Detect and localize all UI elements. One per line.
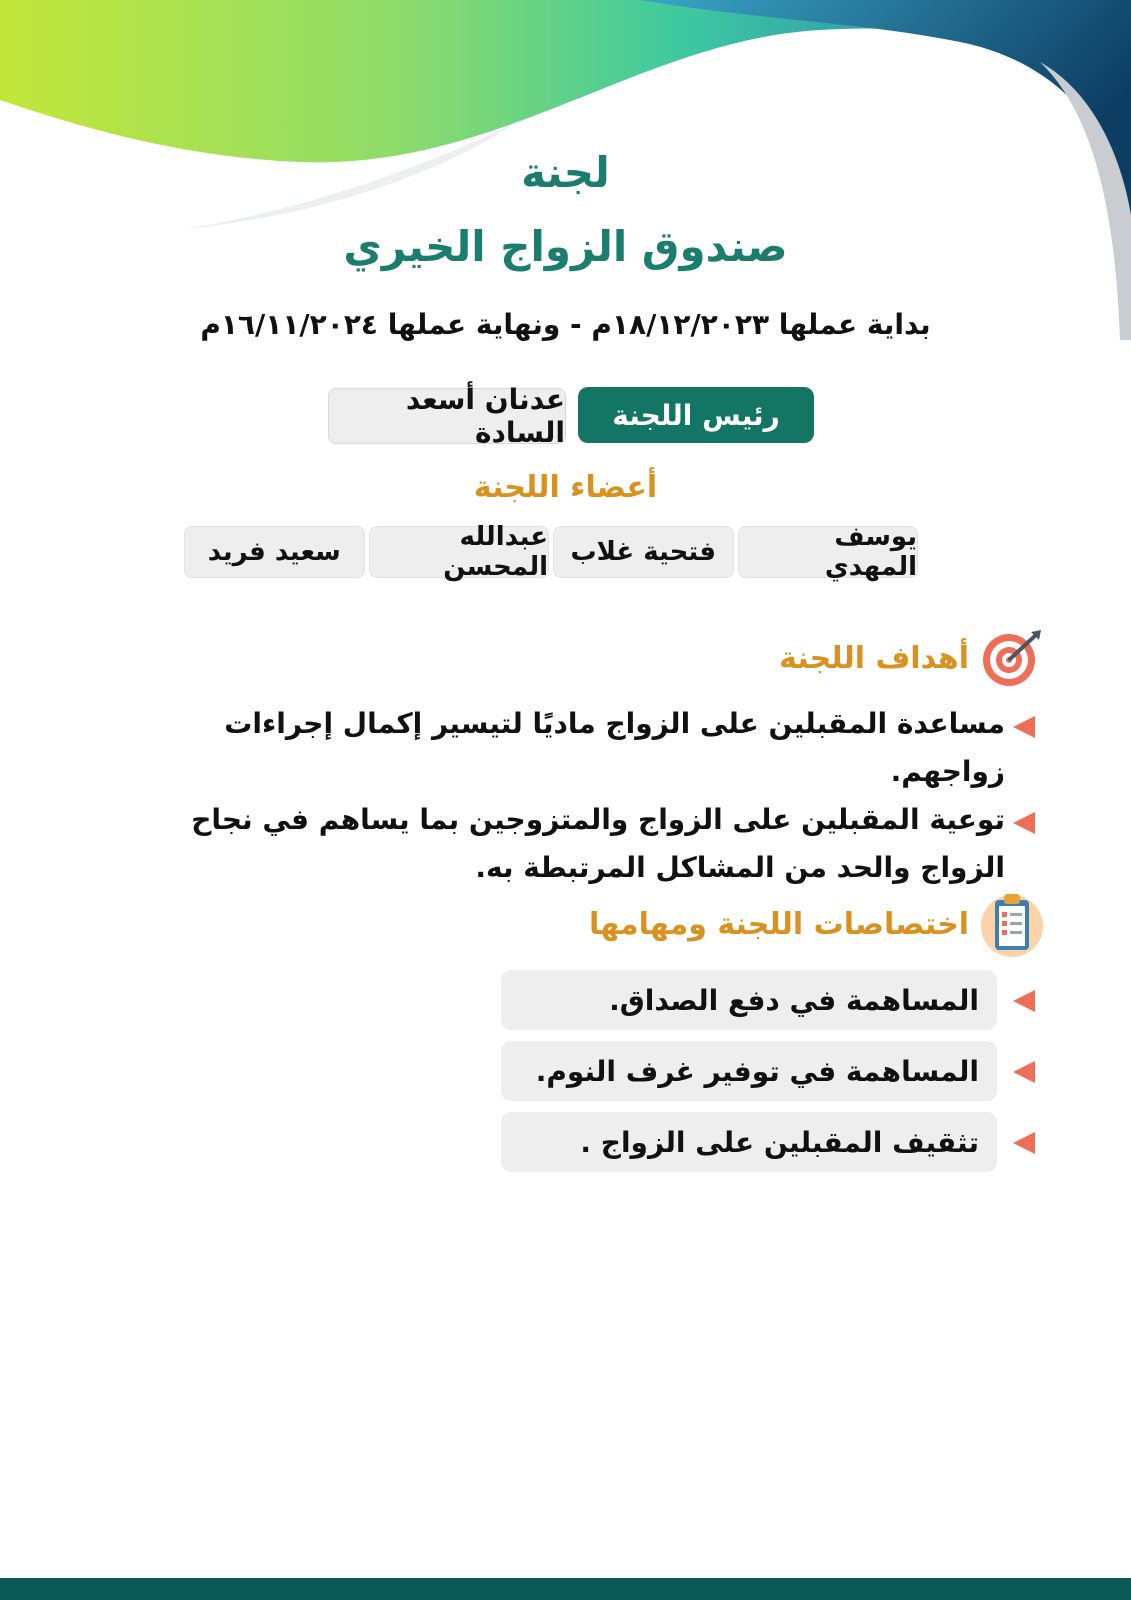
bullet-arrow-icon (1013, 1132, 1035, 1154)
task-item (495, 970, 1035, 1032)
task-text: المساهمة في توفير غرف النوم. (501, 1041, 997, 1101)
bullet-arrow-icon (1013, 990, 1035, 1012)
bullet-arrow-icon (1013, 812, 1035, 834)
goal-item (175, 796, 1035, 892)
goal-text: مساعدة المقبلين على الزواج ماديًا لتيسير إكمال إجراءات زواجهم. (224, 707, 1005, 788)
task-text: المساهمة في دفع الصداق. (501, 970, 997, 1030)
members-list (184, 522, 918, 582)
members-title: أعضاء اللجنة (473, 470, 658, 505)
tasks-list (495, 970, 1035, 1183)
member-name: فتحية غلاب (553, 526, 734, 578)
committee-name: صندوق الزواج الخيري (343, 222, 788, 271)
footer-bar (0, 1578, 1131, 1600)
goals-heading (779, 628, 1045, 688)
committee-label: لجنة (521, 148, 610, 197)
tasks-title: اختصاصات اللجنة ومهامها (588, 906, 969, 942)
task-text: تثقيف المقبلين على الزواج . (501, 1112, 997, 1172)
chair-label-badge: رئيس اللجنة (578, 387, 814, 443)
bullet-arrow-icon (1013, 716, 1035, 738)
clipboard-icon (979, 888, 1045, 960)
task-item (495, 1041, 1035, 1103)
goals-title: أهداف اللجنة (779, 640, 969, 676)
chair-name-box: عدنان أسعد السادة (328, 388, 566, 444)
goal-text: توعية المقبلين على الزواج والمتزوجين بما يساهم في نجاح الزواج والحد من المشاكل المرتبطة به. (191, 803, 1005, 884)
task-item (495, 1112, 1035, 1174)
member-name: عبدالله المحسن (369, 526, 550, 578)
goals-list (175, 700, 1035, 892)
bullet-arrow-icon (1013, 1061, 1035, 1083)
target-icon (979, 628, 1045, 688)
member-name: يوسف المهدي (738, 526, 919, 578)
goal-item (175, 700, 1035, 796)
term-dates: بداية عملها ١٨/١٢/٢٠٢٣م - ونهاية عملها ١٦/١١/٢٠٢٤م (200, 308, 931, 341)
member-name: سعيد فريد (184, 526, 365, 578)
tasks-heading (589, 888, 1045, 960)
